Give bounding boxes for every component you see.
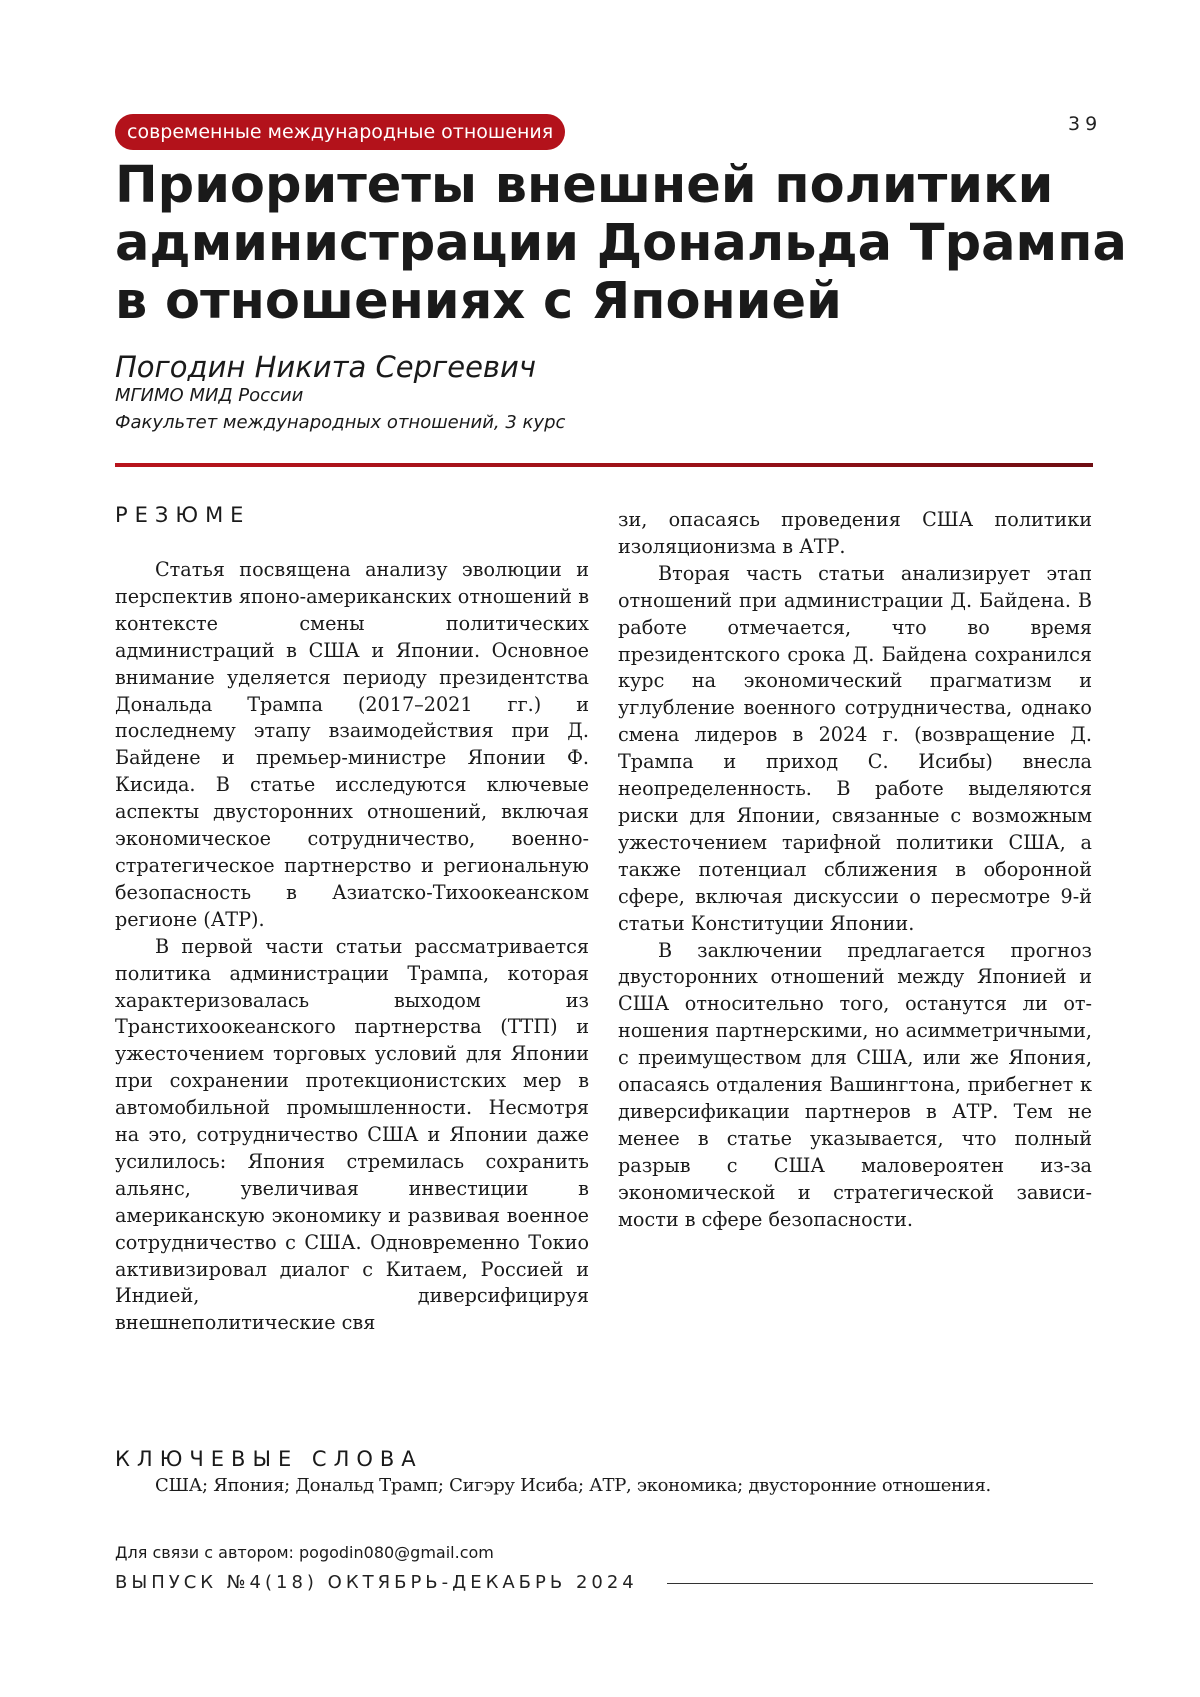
header-divider bbox=[115, 463, 1093, 467]
author-contact: Для связи с автором: pogodin080@gmail.com bbox=[115, 1543, 494, 1562]
article-title bbox=[115, 156, 1127, 331]
resume-paragraph-4: В заключении предлагается прогноз двусторонних отношений между Японией и США относительно того, останутся ли отношения партнерскими, но асимметричными, с преимуществом для США, или же Япония, опасаясь отдаления Вашингтона, прибегнет к диверсификации партнеров в АТР. Тем не менее в статье указывается, что полный разрыв с США маловероятен из-за экономической и стратегической зависимости в сфере безопасности. bbox=[618, 938, 1092, 1231]
title-line-3: в отношениях с Японией bbox=[115, 272, 842, 331]
author-name: Погодин Никита Сергеевич bbox=[115, 350, 536, 384]
page-number: 39 bbox=[1068, 113, 1103, 135]
author-affiliation: МГИМО МИД России bbox=[115, 385, 304, 406]
keywords-heading: КЛЮЧЕВЫЕ СЛОВА bbox=[115, 1447, 423, 1471]
title-line-2: администрации Дональда Трампа bbox=[115, 214, 1127, 273]
resume-left-column bbox=[115, 557, 589, 1337]
resume-right-column bbox=[618, 507, 1092, 1233]
section-tag: современные международные отношения bbox=[115, 114, 565, 150]
footer-rule bbox=[667, 1583, 1093, 1584]
resume-heading: РЕЗЮМЕ bbox=[115, 503, 251, 527]
author-faculty: Факультет международных отношений, 3 курс bbox=[115, 412, 566, 433]
resume-paragraph-1: Статья посвящена анализу эволюции и перспектив японо-американских отношений в контексте смены политических администраций в США и Японии. Основное внимание уделяется периоду президентства Дональда Трампа (2017–2021 гг.) и последнему этапу взаимодействия при Д. Байдене и премьер-министре Японии Ф. Кисида. В статье исследуются ключевые аспекты двусторонних отношений, включая экономическое сотрудничество, военно-стратегическое партнерство и региональную безопасность в Азиатско-Тихоокеанском регионе (АТР). bbox=[115, 558, 589, 931]
keywords-list: США; Япония; Дональд Трамп; Сигэру Исиба; АТР, экономика; двусторонние отношения. bbox=[155, 1475, 991, 1496]
issue-info: ВЫПУСК №4(18) ОКТЯБРЬ-ДЕКАБРЬ 2024 bbox=[115, 1572, 638, 1593]
resume-paragraph-2-continuation: зи, опасаясь проведения США политики изоляционизма в АТР. bbox=[618, 508, 1092, 558]
resume-paragraph-3: Вторая часть статьи анализирует этап отношений при администрации Д. Байдена. В работе отмечается, что во время президентского срока Д. Байдена сохранился курс на экономический прагматизм и углубление военного сотрудничества, однако смена лидеров в 2024 г. (возвращение Д. Трампа и приход С. Исибы) внесла неопределенность. В работе выделяются риски для Японии, связанные с возможным ужесточением тарифной политики США, а также потенциал сближения в оборонной сфере, включая дискуссии о пересмотре 9-й статьи Конституции Японии. bbox=[618, 561, 1092, 935]
title-line-1: Приоритеты внешней политики bbox=[115, 156, 1054, 215]
resume-paragraph-2: В первой части статьи рассматривается политика администрации Трампа, которая характеризовалась выходом из Транстихоокеанского партнерства (ТТП) и ужесточением торговых условий для Японии при сохранении протекционистских мер в автомобильной промышленности. Несмотря на это, сотрудничество США и Японии даже усилилось: Япония стремилась сохранить альянс, увеличивая инвестиции в американскую экономику и развивая военное сотрудничество с США. Одновременно Токио активизировал диалог с Китаем, Россией и Индией, диверсифицируя внешнеполитические свя bbox=[115, 934, 589, 1335]
